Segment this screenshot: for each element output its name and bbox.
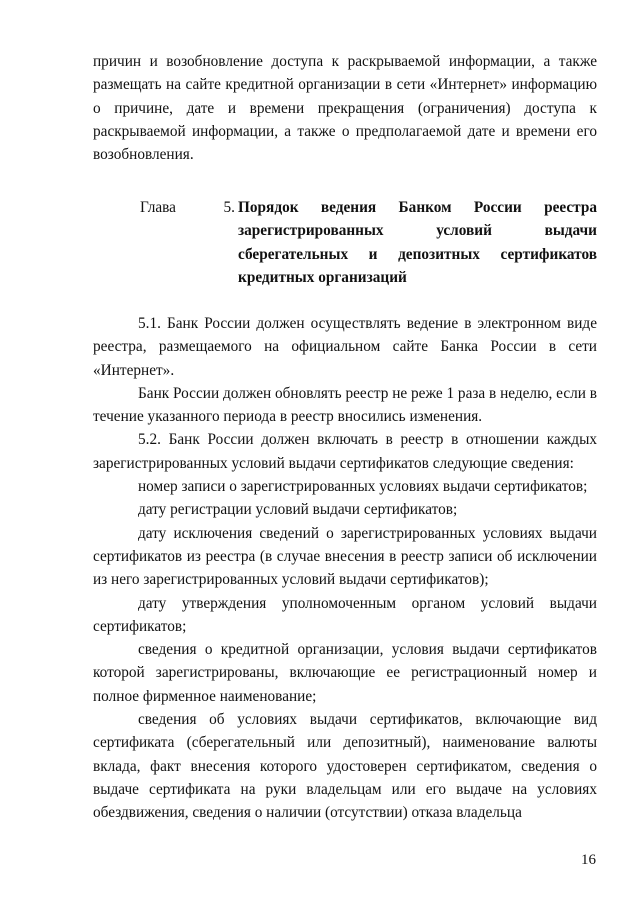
list-item-record-number: номер записи о зарегистрированных условиях выдачи сертификатов; [138, 478, 588, 496]
chapter-title: Порядок ведения Банком России реестра зарегистрированных условий выдачи сберегательных и депозитных сертификатов кредитных организаций [238, 199, 597, 286]
list-item-issuance-conditions: сведения об условиях выдачи сертификатов, включающие вид сертификата (сберегательный или депозитный), наименование валюты вклада, факт внесения которого удостоверен сертификатом, сведения о выдаче сертификата на руки владельцам или его выдаче на условиях обездвижения, сведения о наличии (отсутствии) отказа владельца [93, 711, 597, 822]
chapter-label [140, 196, 235, 219]
paragraph-5-1: 5.1. Банк России должен осуществлять ведение в электронном виде реестра, размещаемого на официальном сайте Банка России в сети «Интернет». [93, 315, 597, 379]
list-item-exclusion-date: дату исключения сведений о зарегистрированных условиях выдачи сертификатов из реестра (в случае внесения в реестр записи об исключении из него зарегистрированных условий выдачи сертификатов); [93, 524, 597, 589]
paragraph-update-frequency: Банк России должен обновлять реестр не реже 1 раза в неделю, если в течение указанного периода в реестр вносились изменения. [93, 384, 597, 426]
paragraph-5-2: 5.2. Банк России должен включать в реестр в отношении каждых зарегистрированных условий выдачи сертификатов следующие сведения: [93, 431, 597, 472]
paragraph-text: причин и возобновление доступа к раскрываемой информации, а также размещать на сайте кредитной организации в сети «Интернет» информацию о причине, дате и времени прекращения (ограничения) доступа к раскрываемой информации, а также о предполагаемой дате и времени его возобновления. [93, 53, 597, 164]
chapter-body [93, 312, 597, 825]
chapter-number: 5. [223, 199, 235, 216]
list-item-credit-org-info: сведения о кредитной организации, условия выдачи сертификатов которой зарегистрированы, включающие ее регистрационный номер и полное фирменное наименование; [93, 641, 597, 705]
chapter-word: Глава [140, 199, 176, 216]
page-number: 16 [581, 852, 596, 868]
list-item-registration-date: дату регистрации условий выдачи сертификатов; [138, 501, 458, 519]
list-item-approval-date: дату утверждения уполномоченным органом условий выдачи сертификатов; [93, 594, 597, 635]
continued-paragraph [93, 50, 597, 166]
